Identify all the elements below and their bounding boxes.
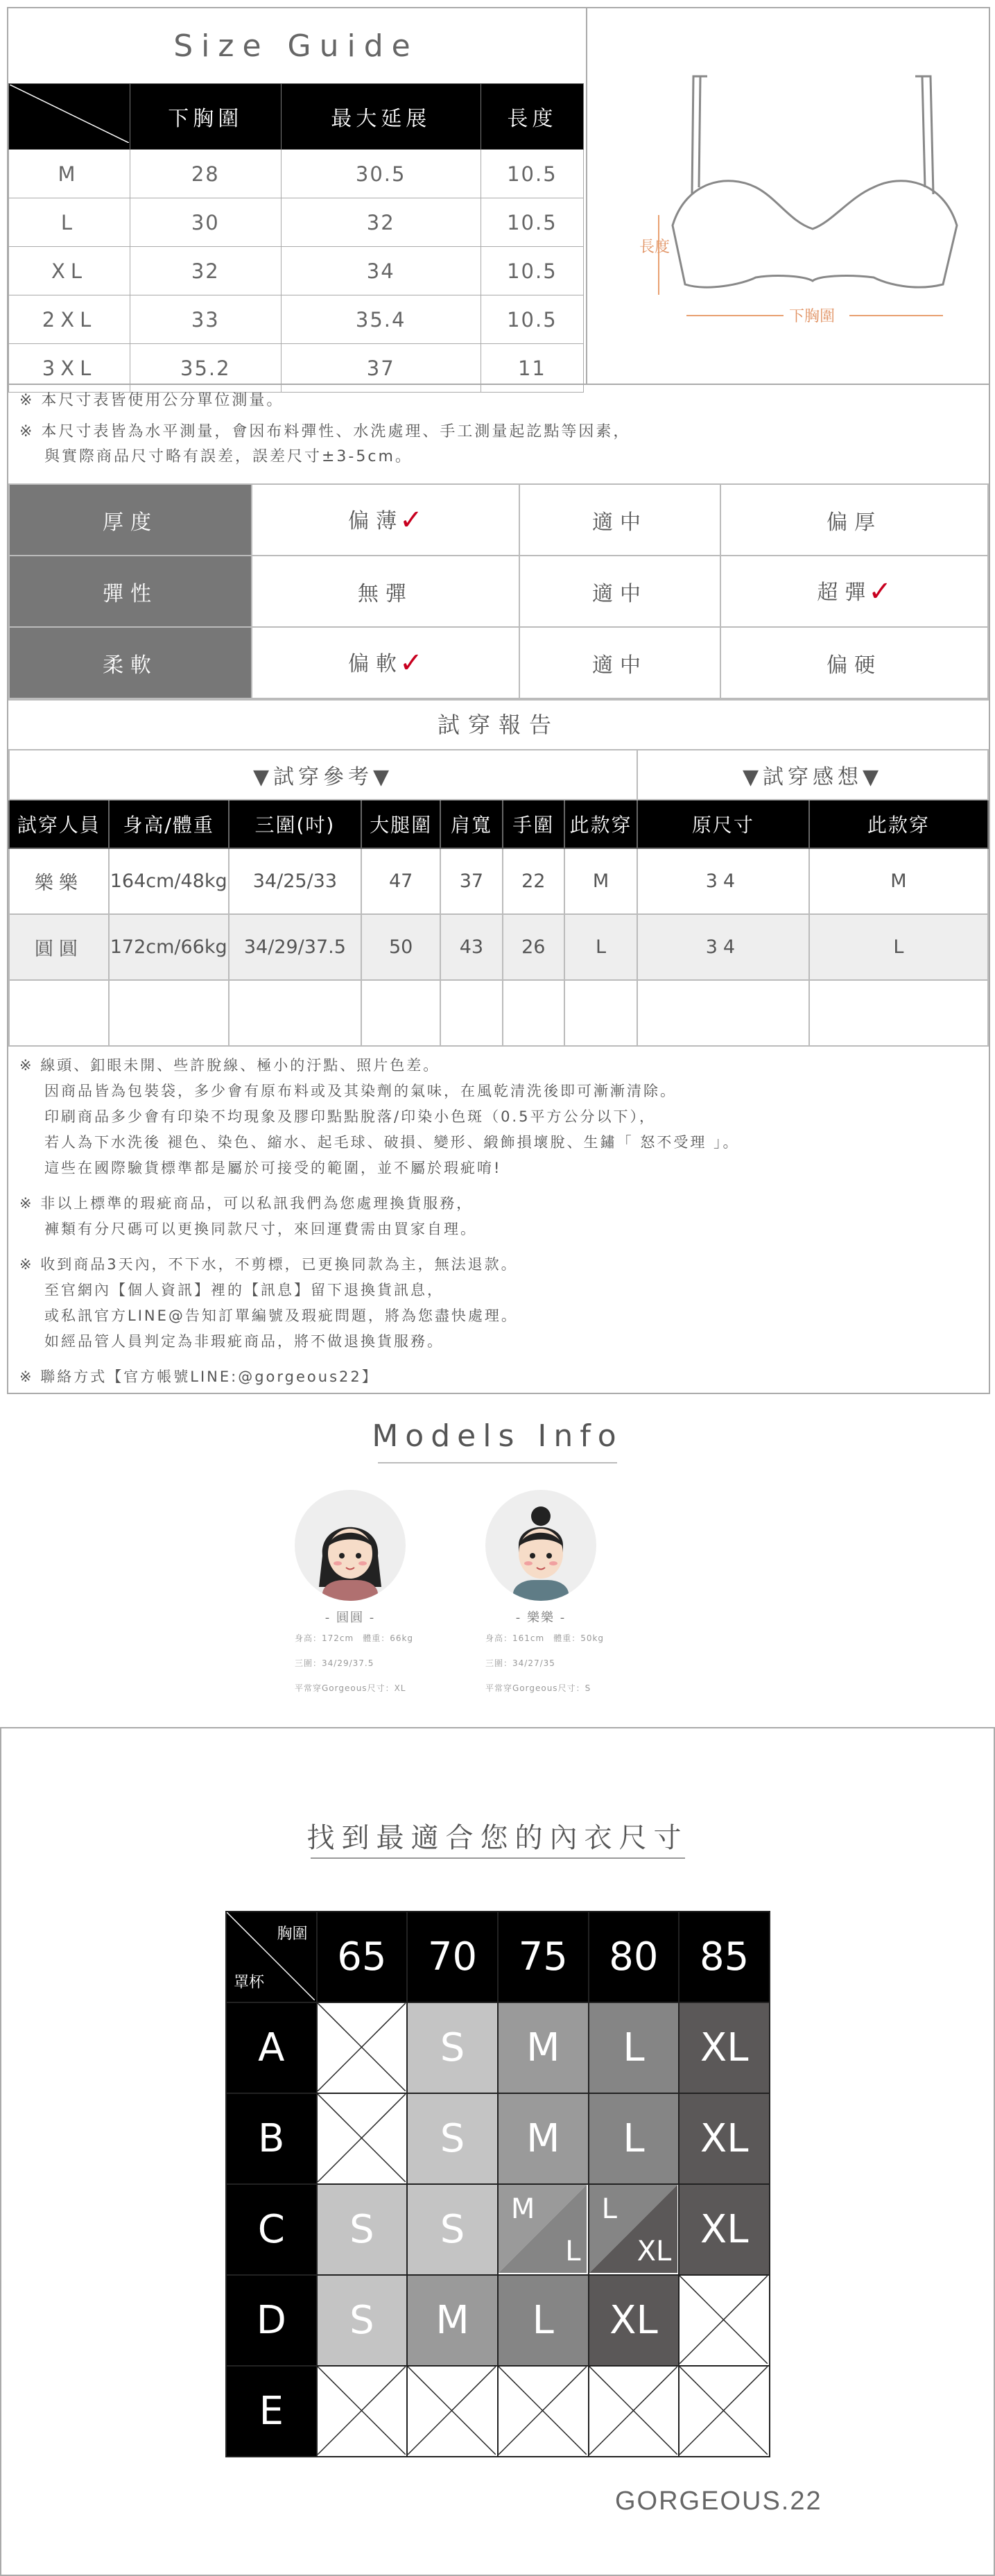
size-label: XL	[609, 2298, 658, 2343]
size-row	[9, 150, 584, 198]
bra-corner-cell	[226, 1912, 317, 2002]
report-header-cell: 身高/體重	[109, 800, 229, 848]
size-chart-cell	[589, 2093, 680, 2184]
model-card	[239, 1490, 461, 1701]
report-cell: 37	[440, 848, 502, 914]
size-chart-cell	[589, 2184, 680, 2275]
stretch-cell: 30.5	[281, 150, 481, 198]
report-title: 試穿報告	[8, 699, 989, 750]
measure-note-1: ※ 本尺寸表皆使用公分單位測量。	[19, 392, 284, 409]
report-feel-title: ▼試穿感想▼	[637, 750, 988, 800]
report-cell: 50	[361, 914, 440, 980]
model-card	[430, 1490, 652, 1701]
size-chart-cell	[589, 2002, 680, 2093]
property-option	[252, 484, 519, 556]
size-label: L	[532, 2298, 554, 2343]
property-row	[9, 556, 988, 627]
report-header-cell: 肩寬	[440, 800, 502, 848]
notice-line: ※ 非以上標準的瑕疵商品，可以私訊我們為您處理換貨服務，	[19, 1195, 474, 1212]
measure-note-3: 與實際商品尺寸略有誤差，誤差尺寸±3-5cm。	[44, 448, 413, 465]
size-label: S	[440, 2116, 465, 2161]
notice-line: 褲類有分尺碼可以更換同款尺寸，來回運費需由買家自理。	[44, 1221, 477, 1237]
underbust-cell: 30	[130, 198, 282, 247]
band-header: 70	[407, 1912, 498, 2002]
size-row	[9, 295, 584, 344]
size-chart-cell	[317, 2184, 408, 2275]
property-option	[252, 627, 519, 698]
report-table	[8, 749, 989, 1047]
cup-header: D	[226, 2275, 317, 2366]
report-cell: 47	[361, 848, 440, 914]
report-header-cell: 三圍(吋)	[229, 800, 362, 848]
size-row	[9, 344, 584, 393]
cup-header: E	[226, 2366, 317, 2457]
property-option	[519, 627, 721, 698]
stretch-cell: 35.4	[281, 295, 481, 344]
size-label: M	[526, 2116, 560, 2161]
report-cell: L	[564, 914, 637, 980]
cup-header: C	[226, 2184, 317, 2275]
notice-line: 這些在國際驗貨標準都是屬於可接受的範圍，並不屬於瑕疵唷!	[44, 1160, 502, 1176]
property-option-label: 偏硬	[827, 653, 883, 678]
size-cell: M	[9, 150, 130, 198]
size-chart-cell	[498, 2093, 589, 2184]
report-cell: 34/29/37.5	[229, 914, 362, 980]
property-label: 厚度	[9, 484, 252, 556]
notice-line: 因商品皆為包裝袋，多少會有原布料或及其染劑的氣味，在風乾清洗後即可漸漸清除。	[44, 1083, 677, 1099]
notice-line: ※ 收到商品3天內，不下水，不剪標，已更換同款為主，無法退款。	[19, 1256, 518, 1273]
band-header: 80	[589, 1912, 680, 2002]
underbust-cell: 28	[130, 150, 282, 198]
models-title-underline	[378, 1462, 617, 1463]
cross-icon	[680, 2367, 768, 2455]
size-cell: 2XL	[9, 295, 130, 344]
report-row	[9, 848, 988, 914]
corner-cell	[9, 84, 130, 150]
size-guide-divider	[586, 7, 587, 385]
property-option-label: 偏軟	[348, 652, 404, 676]
size-label: S	[349, 2207, 374, 2252]
report-header-cell: 大腿圍	[361, 800, 440, 848]
corner-bust-label: 胸圍	[277, 1925, 308, 1943]
underbust-cell: 32	[130, 247, 282, 295]
property-table	[8, 483, 989, 699]
size-chart-cell	[407, 2093, 498, 2184]
check-icon: ✓	[399, 647, 423, 679]
size-cell: 3XL	[9, 344, 130, 393]
size-label: L	[623, 2025, 645, 2070]
size-label: S	[349, 2298, 374, 2343]
report-cell: 164cm/48kg	[109, 848, 229, 914]
model-body: 身高：161cm 體重：50kg	[485, 1633, 605, 1643]
model-usual-size: 平常穿Gorgeous尺寸：S	[485, 1683, 591, 1693]
size-label: M	[526, 2025, 560, 2070]
split-size-top: L	[601, 2193, 617, 2225]
size-chart-cell	[589, 2275, 680, 2366]
size-chart-cell	[679, 2002, 770, 2093]
property-option-label: 適中	[591, 581, 648, 606]
size-label: XL	[700, 2025, 749, 2070]
size-guide-title: Size Guide	[173, 28, 419, 64]
report-cell: L	[809, 914, 988, 980]
property-option	[519, 484, 721, 556]
size-cell: L	[9, 198, 130, 247]
size-chart-cell	[679, 2184, 770, 2275]
model-usual-size: 平常穿Gorgeous尺寸：XL	[295, 1683, 406, 1693]
models-title: Models Info	[372, 1418, 623, 1454]
report-row	[9, 980, 988, 1046]
cup-header: B	[226, 2093, 317, 2184]
cross-icon	[408, 2367, 496, 2455]
underbust-label: 下胸圍	[789, 308, 836, 325]
report-cell: 圓圓	[9, 914, 109, 980]
bra-header-row	[226, 1912, 770, 2002]
model-name: - 圓圓 -	[325, 1611, 376, 1625]
notice-line: 或私訊官方LINE@告知訂單編號及瑕疵問題，將為您盡快處理。	[44, 1307, 518, 1324]
size-label: XL	[700, 2207, 749, 2252]
length-cell: 10.5	[481, 247, 583, 295]
size-chart-cell	[498, 2275, 589, 2366]
cross-icon	[318, 2003, 406, 2091]
report-header-cell: 原尺寸	[637, 800, 809, 848]
notice-line: ※ 線頭、釦眼未開、些許脫線、極小的汙點、照片色差。	[19, 1057, 440, 1074]
header-underbust: 下胸圍	[130, 84, 282, 150]
report-cell	[637, 980, 809, 1046]
notice-line: 如經品管人員判定為非瑕疵商品，將不做退換貨服務。	[44, 1333, 444, 1350]
report-cell: 樂樂	[9, 848, 109, 914]
size-chart-cell	[679, 2093, 770, 2184]
property-option	[252, 556, 519, 627]
model-sizes: 三圍：34/29/37.5	[295, 1658, 374, 1668]
bra-chart-title: 找到最適合您的內衣尺寸	[306, 1822, 689, 1854]
model-body: 身高：172cm 體重：66kg	[295, 1633, 414, 1643]
property-option	[720, 556, 988, 627]
property-option-label: 超彈	[817, 581, 873, 605]
size-label: L	[623, 2116, 645, 2161]
model-avatar	[295, 1490, 406, 1601]
size-label: S	[440, 2025, 465, 2070]
report-cell	[440, 980, 502, 1046]
size-chart-cell	[317, 2002, 408, 2093]
report-cell	[503, 980, 564, 1046]
property-option-label: 適中	[591, 510, 648, 535]
diagonal-line	[10, 85, 129, 143]
report-cell	[361, 980, 440, 1046]
length-cell: 11	[481, 344, 583, 393]
length-label: 長度	[639, 239, 670, 256]
size-chart-cell	[317, 2366, 408, 2457]
size-guide-table	[8, 83, 584, 393]
notice-line: ※ 聯絡方式【官方帳號LINE:@gorgeous22】	[19, 1368, 379, 1385]
property-option-label: 偏薄	[348, 509, 404, 533]
length-cell: 10.5	[481, 150, 583, 198]
size-row	[9, 198, 584, 247]
length-cell: 10.5	[481, 295, 583, 344]
notices	[19, 1053, 740, 1390]
stretch-cell: 32	[281, 198, 481, 247]
size-chart-cell	[589, 2366, 680, 2457]
property-label: 彈性	[9, 556, 252, 627]
header-length: 長度	[481, 84, 583, 150]
cross-icon	[499, 2367, 587, 2455]
stretch-cell: 34	[281, 247, 481, 295]
report-cell: 34	[637, 848, 809, 914]
cup-header: A	[226, 2002, 317, 2093]
report-header-cell: 此款穿	[564, 800, 637, 848]
report-header-row	[9, 800, 988, 848]
size-chart-cell	[679, 2275, 770, 2366]
report-cell: 22	[503, 848, 564, 914]
notice-line: 若人為下水洗後 褪色、染色、縮水、起毛球、破損、變形、緞飾損壞脫、生鏽「 怒不受理 」。	[44, 1134, 740, 1151]
size-chart-cell	[407, 2275, 498, 2366]
bra-chart-title-underline	[311, 1857, 685, 1859]
band-header: 65	[317, 1912, 408, 2002]
measure-note-2: ※ 本尺寸表皆為水平測量，會因布料彈性、水洗處理、手工測量起訖點等因素，	[19, 423, 631, 440]
brand-logo: GORGEOUS.22	[615, 2487, 822, 2516]
corner-cup-label: 罩杯	[234, 1974, 265, 1991]
notice-line: 印刷商品多少會有印染不均現象及膠印點點脫落/印染小色斑（0.5平方公分以下），	[44, 1108, 656, 1125]
size-chart-cell	[679, 2366, 770, 2457]
stretch-cell: 37	[281, 344, 481, 393]
cup-row	[226, 2275, 770, 2366]
property-option-label: 偏厚	[827, 510, 883, 535]
report-cell: 172cm/66kg	[109, 914, 229, 980]
underbust-cell: 35.2	[130, 344, 282, 393]
property-row	[9, 484, 988, 556]
report-cell	[809, 980, 988, 1046]
cross-icon	[318, 2094, 406, 2182]
property-option-label: 無彈	[357, 581, 413, 606]
size-label: M	[435, 2298, 469, 2343]
measure-notes	[19, 388, 630, 470]
bra-size-chart	[225, 1911, 770, 2457]
split-size-top: M	[510, 2193, 535, 2225]
size-chart-cell	[407, 2002, 498, 2093]
notice-line: 至官網內【個人資訊】裡的【訊息】留下退換貨訊息，	[44, 1282, 444, 1298]
report-cell	[9, 980, 109, 1046]
report-cell: M	[809, 848, 988, 914]
report-cell: 26	[503, 914, 564, 980]
report-cell: 34/25/33	[229, 848, 362, 914]
underbust-cell: 33	[130, 295, 282, 344]
size-cell: XL	[9, 247, 130, 295]
size-row	[9, 247, 584, 295]
property-option	[720, 484, 988, 556]
model-name: - 樂樂 -	[515, 1611, 566, 1625]
check-icon: ✓	[868, 576, 892, 608]
bra-diagram	[610, 55, 971, 347]
band-header: 85	[679, 1912, 770, 2002]
size-chart-cell	[407, 2184, 498, 2275]
cup-row	[226, 2184, 770, 2275]
cross-icon	[680, 2276, 768, 2364]
size-chart-cell	[317, 2275, 408, 2366]
property-option	[720, 627, 988, 698]
property-row	[9, 627, 988, 698]
size-chart-cell	[317, 2093, 408, 2184]
header-stretch: 最大延展	[281, 84, 481, 150]
check-icon: ✓	[399, 504, 423, 536]
split-size-bottom: L	[565, 2235, 581, 2267]
cup-row	[226, 2366, 770, 2457]
report-cell: 43	[440, 914, 502, 980]
report-ref-title: ▼試穿參考▼	[9, 750, 637, 800]
cup-row	[226, 2002, 770, 2093]
size-chart-cell	[498, 2002, 589, 2093]
size-label: XL	[700, 2116, 749, 2161]
report-header-cell: 此款穿	[809, 800, 988, 848]
model-avatar	[485, 1490, 596, 1601]
property-option	[519, 556, 721, 627]
report-header-cell: 試穿人員	[9, 800, 109, 848]
size-chart-cell	[498, 2184, 589, 2275]
size-guide-header-row	[9, 84, 584, 150]
size-chart-cell	[407, 2366, 498, 2457]
cup-row	[226, 2093, 770, 2184]
report-cell	[564, 980, 637, 1046]
split-size-bottom: XL	[637, 2235, 672, 2267]
report-subheader-row	[9, 750, 988, 800]
property-option-label: 適中	[591, 653, 648, 678]
report-cell: M	[564, 848, 637, 914]
property-label: 柔軟	[9, 627, 252, 698]
cross-icon	[318, 2367, 406, 2455]
size-chart-cell	[498, 2366, 589, 2457]
length-cell: 10.5	[481, 198, 583, 247]
model-sizes: 三圍：34/27/35	[485, 1658, 555, 1668]
report-cell: 34	[637, 914, 809, 980]
band-header: 75	[498, 1912, 589, 2002]
cross-icon	[589, 2367, 677, 2455]
report-cell	[229, 980, 362, 1046]
report-row	[9, 914, 988, 980]
report-header-cell: 手圍	[503, 800, 564, 848]
report-cell	[109, 980, 229, 1046]
size-label: S	[440, 2207, 465, 2252]
